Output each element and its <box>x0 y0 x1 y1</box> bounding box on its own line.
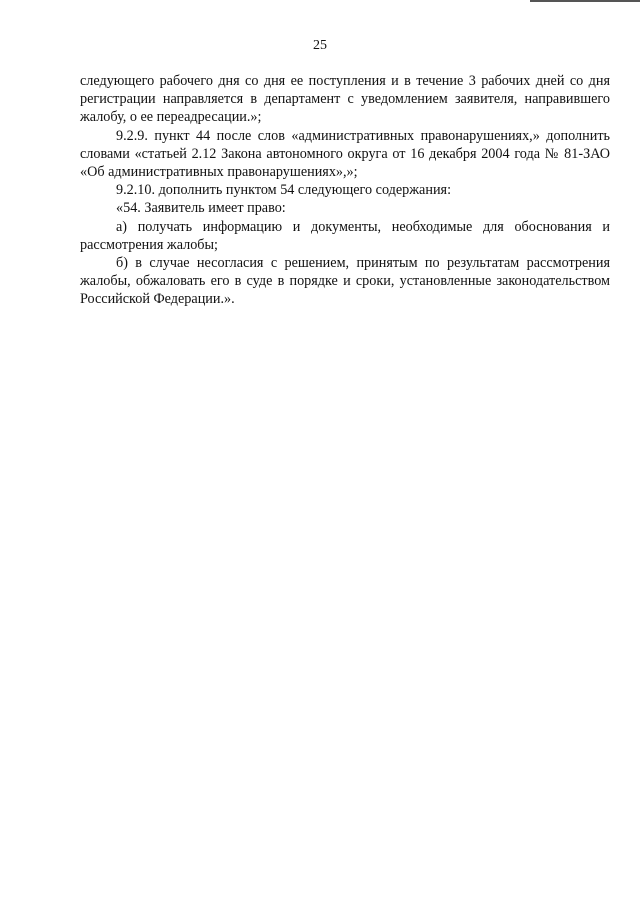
paragraph-item-9-2-10: 9.2.10. дополнить пунктом 54 следующего содержания: <box>116 182 452 199</box>
paragraph-subpoint-a: а) получать информацию и документы, необходимые для обоснования и рассмотрения жалобы; <box>80 218 610 253</box>
document-body <box>80 72 610 309</box>
paragraph-continuation: следующего рабочего дня со дня ее поступления и в течение 3 рабочих дней со дня регистрации направляется в департамент с уведомлением заявителя, направившего жалобу, о ее переадресации.»; <box>80 73 610 126</box>
paragraph-item-9-2-9: 9.2.9. пункт 44 после слов «административных правонарушениях,» дополнить словами «статьей 2.12 Закона автономного округа от 16 декабря 2004 года № 81-ЗАО «Об административных правонарушениях»,»; <box>80 127 610 181</box>
page-number: 25 <box>313 38 327 53</box>
top-edge-rule <box>530 0 640 2</box>
paragraph-subpoint-b: б) в случае несогласия с решением, принятым по результатам рассмотрения жалобы, обжаловать его в суде в порядке и сроки, установленные законодательством Российской Федерации.». <box>80 255 610 308</box>
paragraph-point-54: «54. Заявитель имеет право: <box>116 200 286 217</box>
